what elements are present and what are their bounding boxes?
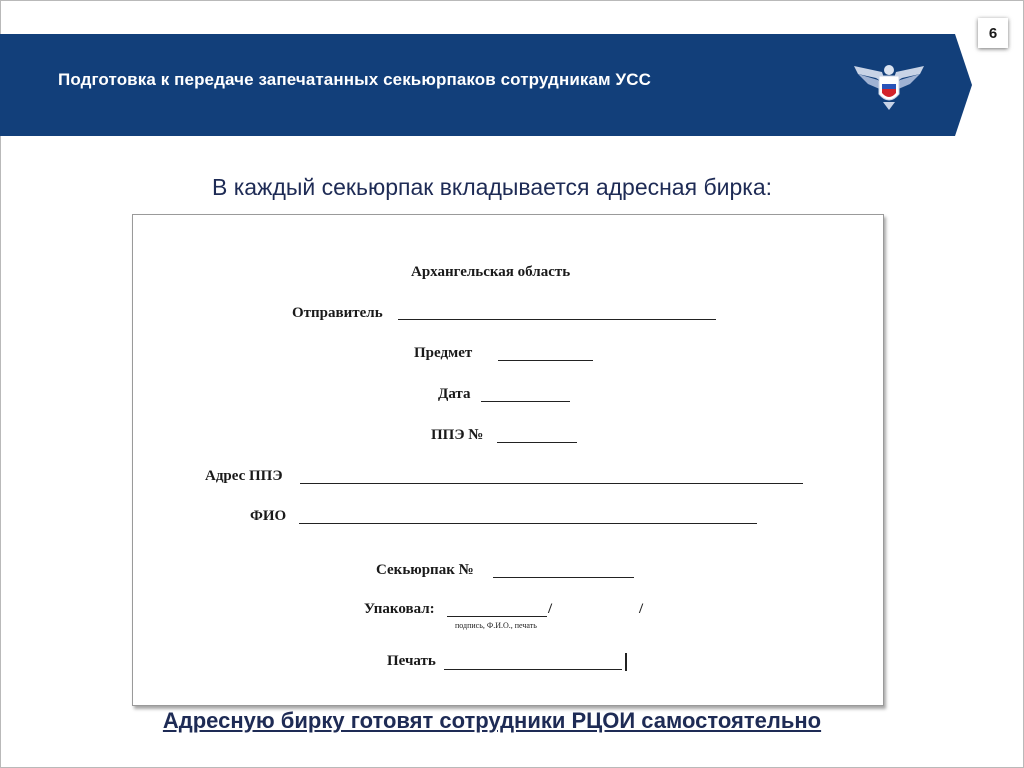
tag-packed-label: Упаковал: — [364, 601, 435, 617]
tag-subject-line — [498, 360, 593, 361]
tag-fio-line — [299, 523, 757, 524]
header-title: Подготовка к передаче запечатанных секьюрпаков сотрудникам УСС — [58, 70, 651, 89]
tag-securpak-line — [493, 577, 634, 578]
tag-packed-slash-2: / — [639, 601, 644, 617]
tag-region: Архангельская область — [411, 264, 571, 280]
tag-packed-hint: подпись, Ф.И.О., печать — [455, 621, 537, 630]
tag-sender-line — [398, 319, 716, 320]
tag-date-line — [481, 401, 570, 402]
footer-note: Адресную бирку готовят сотрудники РЦОИ самостоятельно — [162, 708, 822, 733]
tag-fio-label: ФИО — [250, 508, 287, 524]
tag-ppe-address-label: Адрес ППЭ — [205, 468, 283, 484]
address-tag-form — [132, 214, 884, 706]
tag-packed-line — [447, 616, 547, 617]
tag-seal-end-mark — [625, 653, 627, 671]
slide-subtitle: В каждый секьюрпак вкладывается адресная бирка: — [211, 174, 773, 200]
tag-ppe-number-label: ППЭ № — [431, 427, 484, 443]
page-number: 6 — [978, 18, 1008, 48]
tag-seal-label: Печать — [387, 653, 436, 669]
tag-sender-label: Отправитель — [292, 305, 383, 321]
eagle-emblem-icon — [852, 60, 926, 114]
tag-packed-slash-1: / — [548, 601, 553, 617]
tag-date-label: Дата — [438, 386, 471, 402]
tag-subject-label: Предмет — [414, 345, 473, 361]
tag-seal-line — [444, 669, 622, 670]
tag-ppe-number-line — [497, 442, 577, 443]
tag-securpak-label: Секьюрпак № — [376, 562, 474, 578]
tag-ppe-address-line — [300, 483, 803, 484]
